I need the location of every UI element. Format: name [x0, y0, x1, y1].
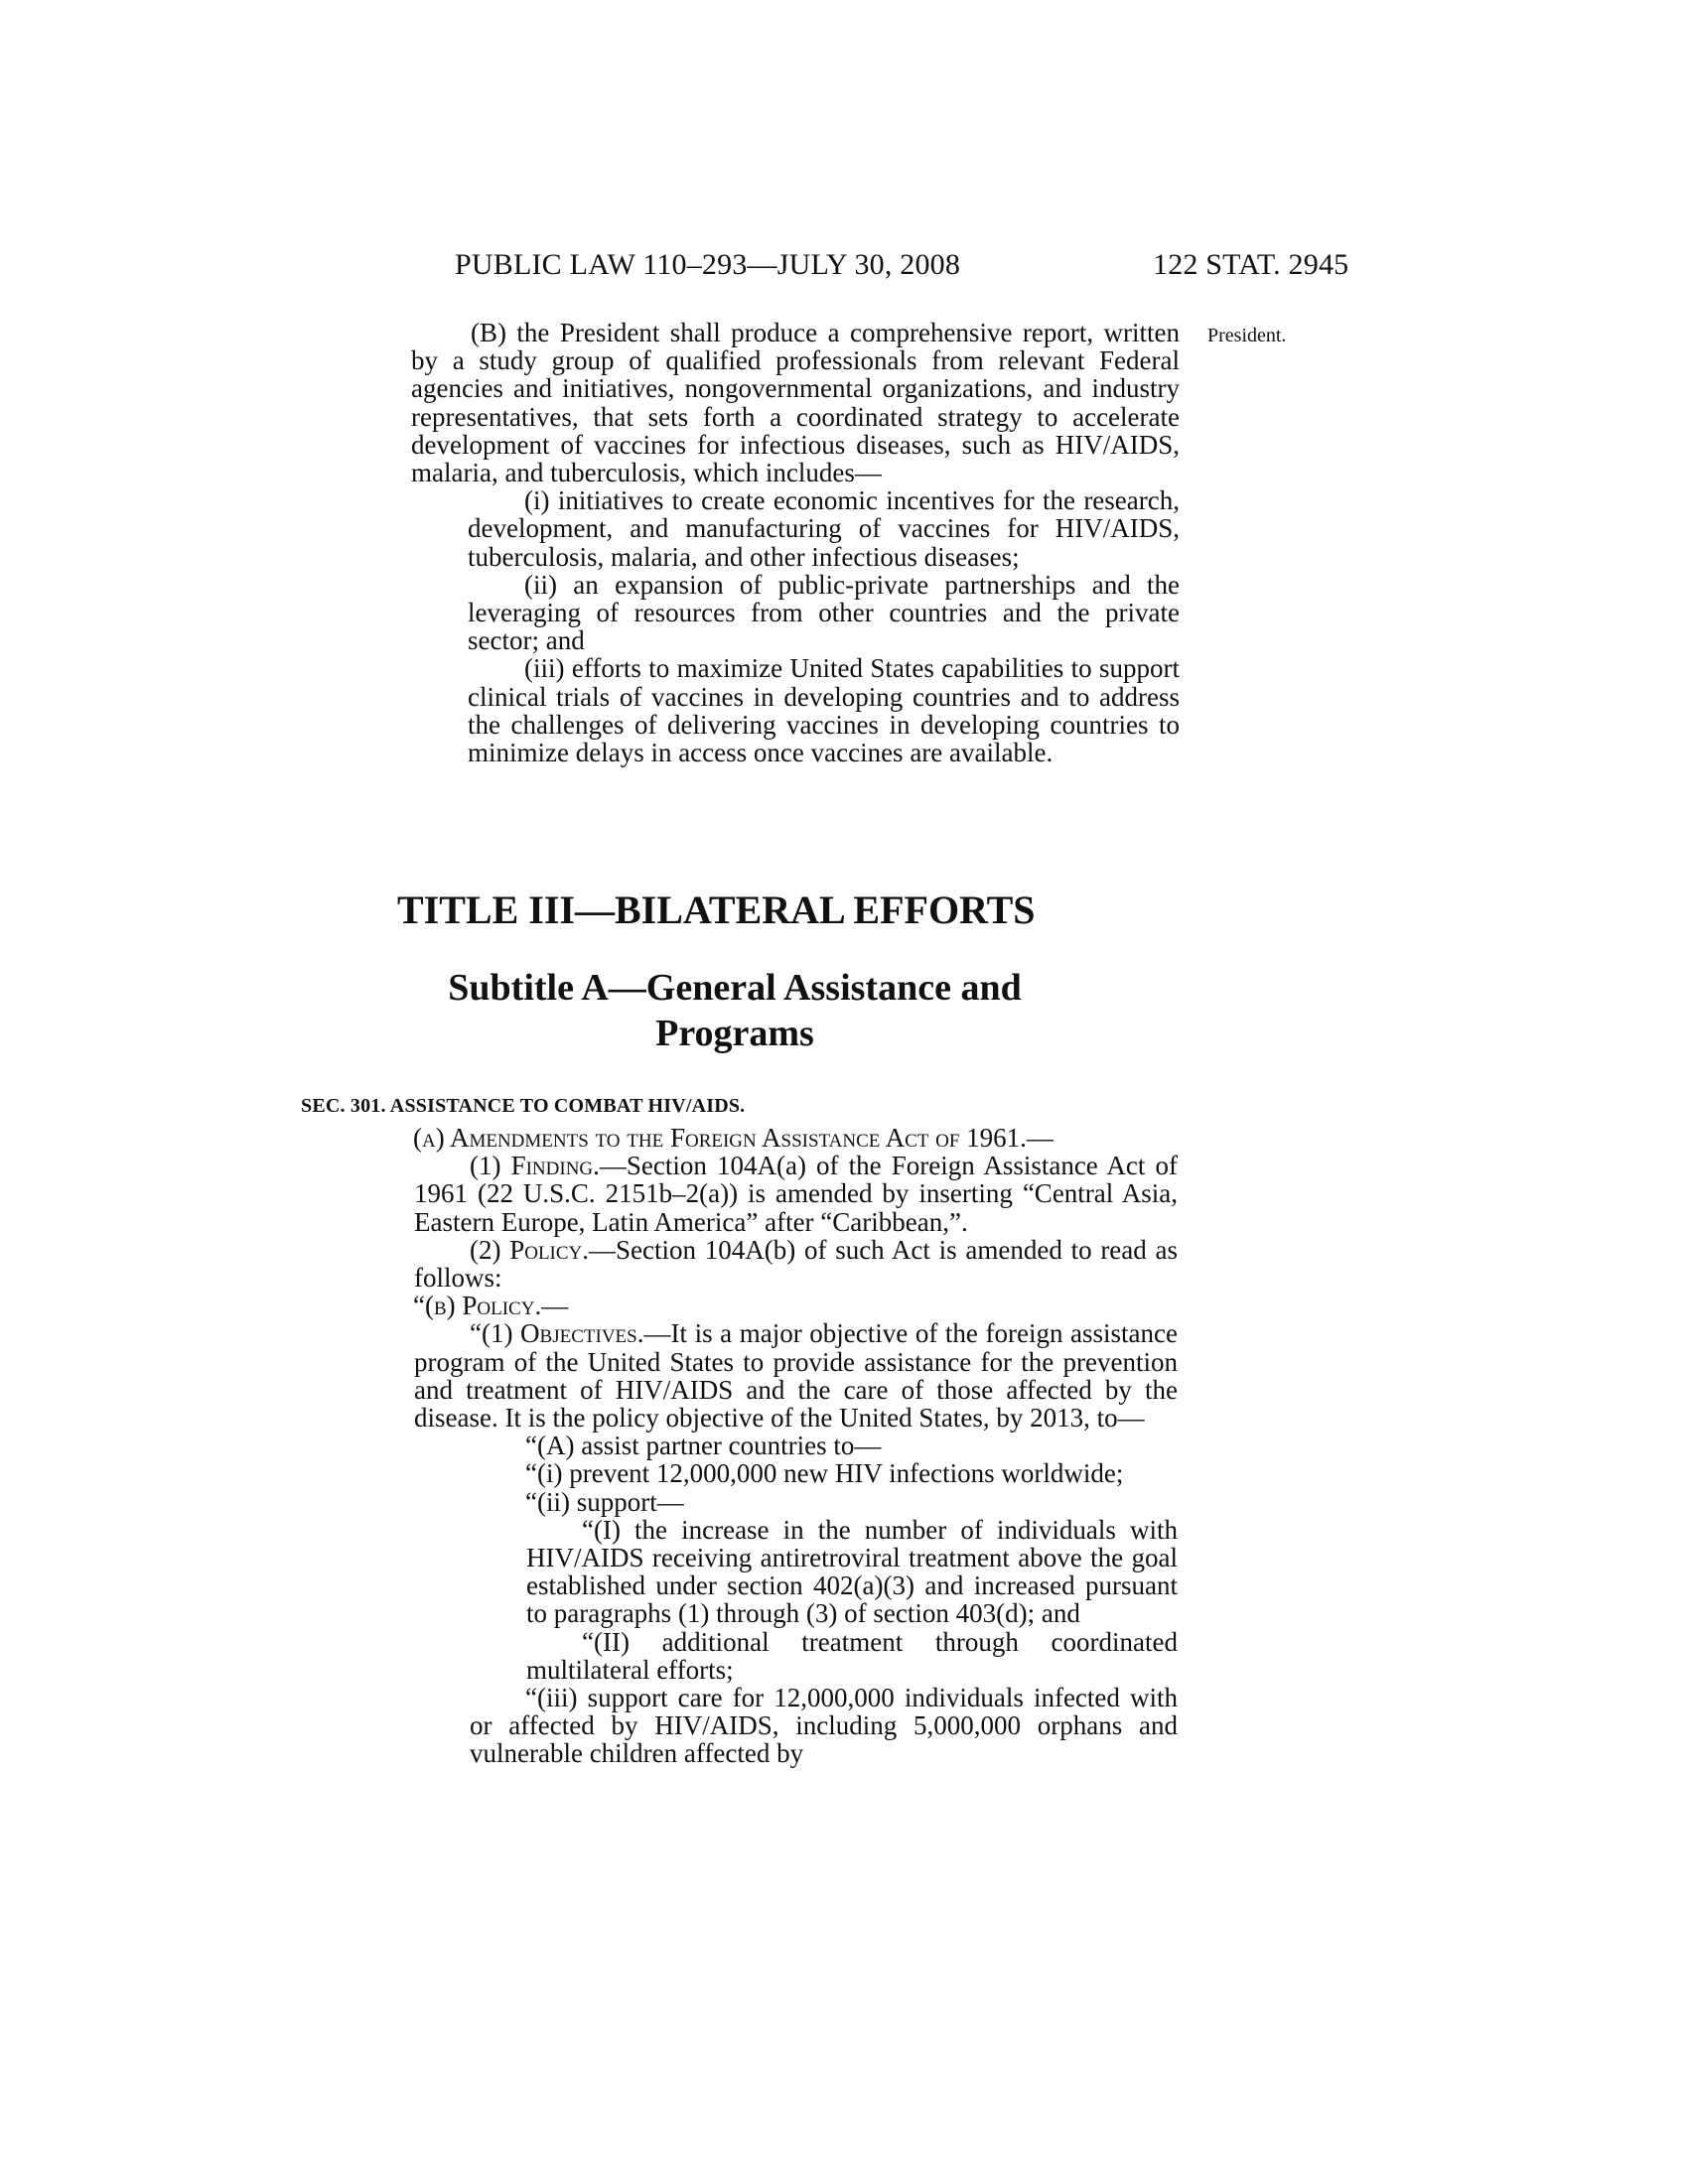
objectives-text: —It is a major objective of the foreign assistance program of the United States to provide assistance for the prevention and treatment of HIV/AIDS and the care of those affected by the disease. It is the policy objective of the United States, by 2013, to—	[414, 1318, 1179, 1433]
paragraph-1-finding	[356, 1152, 1178, 1236]
title-heading: TITLE III—BILATERAL EFFORTS	[397, 887, 1036, 932]
quoted-subparagraph-A: “(A) assist partner countries to—	[525, 1431, 882, 1461]
section-heading: SEC. 301. ASSISTANCE TO COMBAT HIV/AIDS.	[301, 1095, 746, 1117]
paragraph-2-policy	[356, 1236, 1178, 1292]
paragraph-B-i: (i) initiatives to create economic incentives for the research, development, and manufacturing of vaccines for HIV/AIDS, tuberculosis, malaria, and other infectious diseases;	[468, 485, 1180, 572]
policy-text: —Section 104A(b) of such Act is amended to read as follows:	[414, 1234, 1178, 1294]
quoted-paragraph-1-objectives	[356, 1319, 1178, 1432]
policy-label: (2) Policy.	[470, 1234, 590, 1265]
subsection-a-label: (a) Amendments to the Foreign Assistance Act of 1961.—	[413, 1123, 1054, 1153]
quoted-subclause-I: “(I) the increase in the number of individuals with HIV/AIDS receiving antiretroviral treatment above the goal established under section 402(a)(3) and increased pursuant to paragraphs (1) through (3) of section 403(d); and	[526, 1514, 1178, 1629]
quoted-subclause-II: “(II) additional treatment through coordinated multilateral efforts;	[526, 1626, 1178, 1685]
paragraph-B: (B) the President shall produce a comprehensive report, written by a study group of qualified professionals from relevant Federal agencies and initiatives, nongovernmental organizations, and industry representatives, that sets forth a coordinated strategy to accelerate development of vaccines for infectious diseases, such as HIV/AIDS, malaria, and tuberculosis, which includes—	[411, 318, 1180, 488]
finding-text: —Section 104A(a) of the Foreign Assistance Act of 1961 (22 U.S.C. 2151b–2(a)) is amended by inserting “Central Asia, Eastern Europe, Latin America” after “Caribbean,”.	[414, 1151, 1178, 1237]
marginal-note: President.	[1207, 325, 1287, 346]
section-text-block	[356, 1124, 1178, 1768]
quoted-b-label: “(b) Policy.—	[413, 1291, 569, 1321]
subtitle-heading	[377, 965, 1092, 1056]
paragraph-B-ii: (ii) an expansion of public-private partnerships and the leveraging of resources from other countries and the private sector; and	[468, 569, 1180, 656]
running-header-page-number: 122 STAT. 2945	[1153, 248, 1349, 281]
paragraph-B-iii: (iii) efforts to maximize United States capabilities to support clinical trials of vaccines in developing countries and to address the challenges of delivering vaccines in developing countries to minimize delays in access once vaccines are available.	[468, 653, 1180, 768]
quoted-subsection-b	[356, 1292, 1178, 1319]
quoted-clause-ii: “(ii) support—	[525, 1486, 684, 1517]
objectives-label: “(1) Objectives.	[470, 1318, 644, 1349]
top-text-block	[411, 319, 1180, 766]
quoted-clause-iii: “(iii) support care for 12,000,000 individuals infected with or affected by HIV/AIDS, including 5,000,000 orphans and vulnerable children affected by	[470, 1683, 1178, 1769]
finding-label: (1) Finding.	[470, 1151, 600, 1181]
subtitle-line-2: Programs	[655, 1013, 814, 1054]
quoted-clause-i: “(i) prevent 12,000,000 new HIV infections worldwide;	[525, 1458, 1124, 1489]
subtitle-line-1: Subtitle A—General Assistance and	[448, 967, 1022, 1009]
running-header-left: PUBLIC LAW 110–293—JULY 30, 2008	[455, 248, 961, 281]
subsection-a-heading	[356, 1124, 1178, 1152]
